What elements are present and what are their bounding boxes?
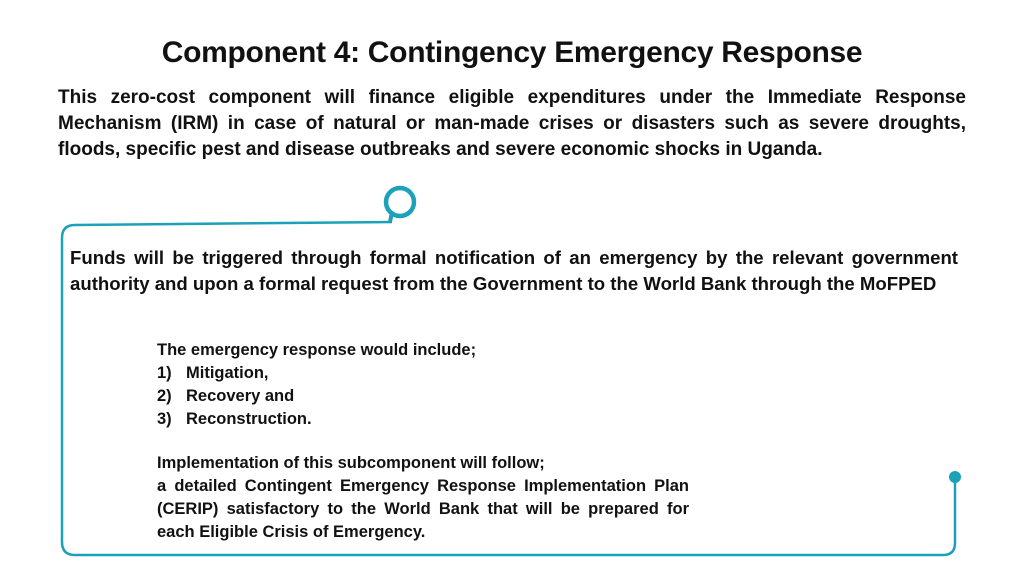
emergency-response-list	[157, 362, 697, 431]
list-item-number: 3)	[157, 410, 172, 428]
emergency-response-block	[157, 339, 697, 431]
intro-paragraph: This zero-cost component will finance eligible expenditures under the Immediate Response Mechanism (IRM) in case of natural or man-made crises or disasters such as severe droughts, floods, specific pest and disease outbreaks and severe economic shocks in Uganda.	[58, 87, 966, 160]
implementation-block	[157, 452, 689, 544]
list-item-text: Recovery and	[186, 387, 295, 405]
list-item-number: 2)	[157, 387, 172, 405]
list-item	[157, 408, 697, 431]
funds-paragraph: Funds will be triggered through formal notification of an emergency by the relevant government authority and upon a formal request from the Government to the World Bank through the MoFPED	[70, 247, 958, 294]
implementation-heading: Implementation of this subcomponent will follow;	[157, 454, 545, 472]
list-item-number: 1)	[157, 364, 172, 382]
list-item-text: Reconstruction.	[186, 410, 312, 428]
list-item	[157, 385, 697, 408]
location-pin-icon	[386, 188, 414, 222]
slide-title: Component 4: Contingency Emergency Response	[161, 36, 863, 69]
list-item	[157, 362, 697, 385]
implementation-body: a detailed Contingent Emergency Response Implementation Plan (CERIP) satisfactory to the World Bank that will be prepared for each Eligible Crisis of Emergency.	[157, 477, 689, 541]
list-item-text: Mitigation,	[186, 364, 269, 382]
frame-end-dot	[949, 471, 961, 483]
emergency-response-heading: The emergency response would include;	[157, 341, 477, 359]
